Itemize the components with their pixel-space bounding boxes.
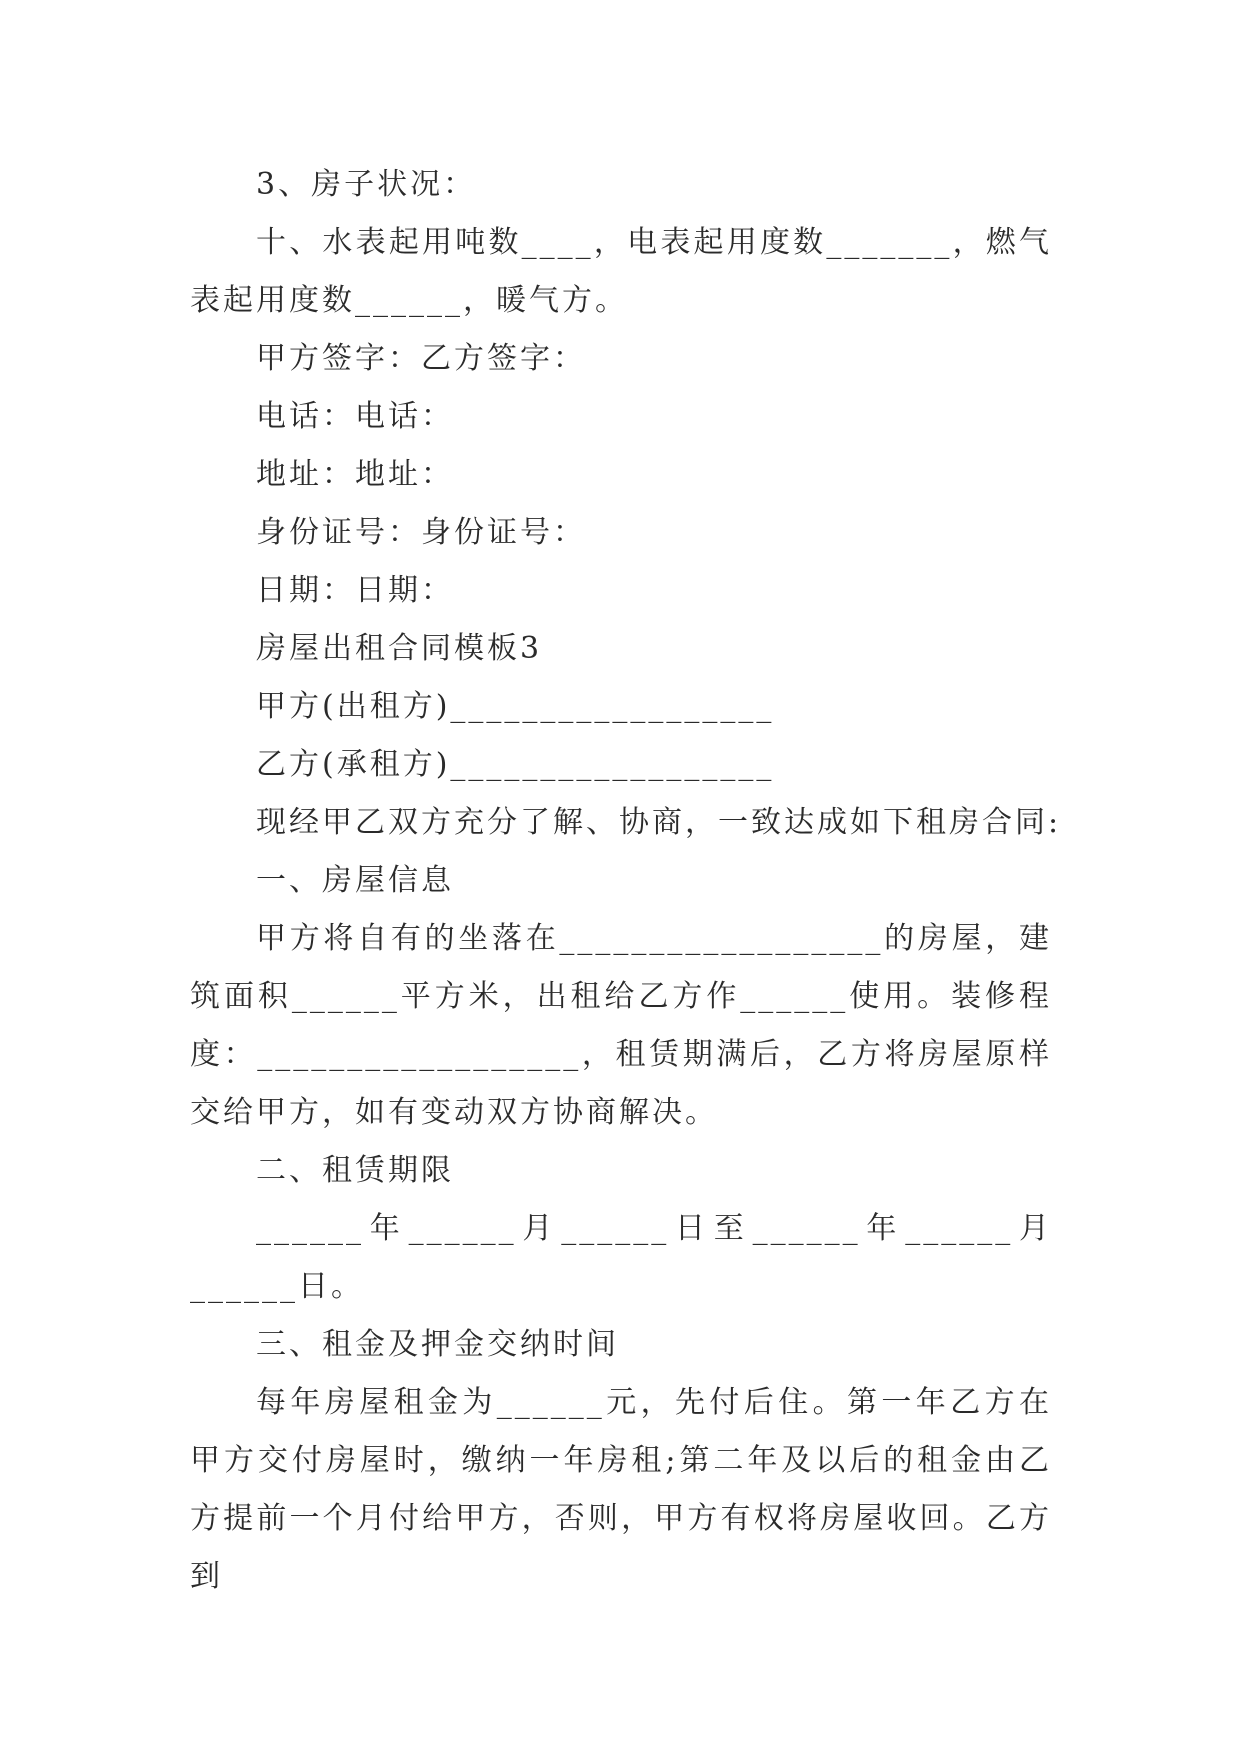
paragraph-rent-deposit: 每年房屋租金为______元，先付后住。第一年乙方在甲方交付房屋时，缴纳一年房租;第二年及以后的租金由乙方提前一个月付给甲方，否则，甲方有权将房屋收回。乙方到 — [190, 1385, 1052, 1594]
paragraph-address: 地址：地址： — [256, 457, 454, 492]
paragraph-house-info: 甲方将自有的坐落在__________________的房屋，建筑面积______平方米，出租给乙方作______使用。装修程度：__________________，租赁期满后，乙方将房屋原样交给甲方，如有变动双方协商解决。 — [190, 921, 1052, 1130]
paragraph-agreement-intro: 现经甲乙双方充分了解、协商，一致达成如下租房合同: — [256, 805, 1062, 840]
paragraph-lease-term: ______年______月______日至______年______月______日。 — [190, 1211, 1052, 1304]
contract-text — [190, 156, 1062, 1606]
paragraph-signatures: 甲方签字：乙方签字： — [256, 341, 586, 376]
heading-rent-deposit: 三、租金及押金交纳时间 — [256, 1327, 619, 1362]
heading-house-info: 一、房屋信息 — [256, 863, 454, 898]
paragraph-id-number: 身份证号：身份证号： — [256, 515, 586, 550]
paragraph-meter-readings: 十、水表起用吨数____，电表起用度数_______，燃气表起用度数______，暖气方。 — [190, 225, 1052, 318]
paragraph-phone: 电话：电话： — [256, 399, 454, 434]
paragraph-party-b: 乙方(承租方)__________________ — [256, 747, 775, 782]
heading-lease-term: 二、租赁期限 — [256, 1153, 454, 1188]
paragraph-party-a: 甲方(出租方)__________________ — [256, 689, 775, 724]
contract-title: 房屋出租合同模板3 — [256, 631, 543, 666]
paragraph-date: 日期：日期： — [256, 573, 454, 608]
paragraph-house-condition: 3、房子状况： — [256, 167, 477, 202]
